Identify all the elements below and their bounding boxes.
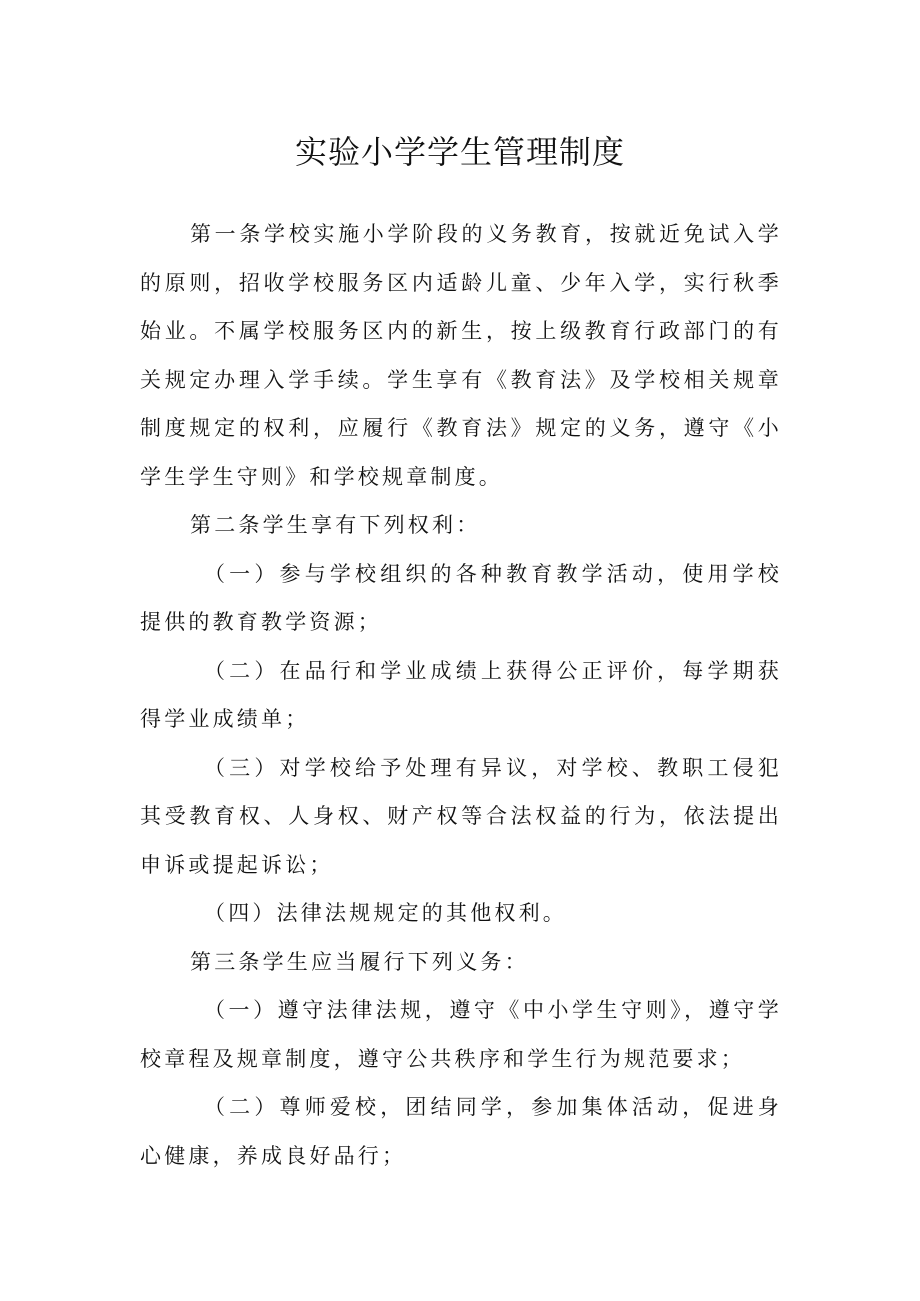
document-title: 实验小学学生管理制度 <box>294 133 625 171</box>
article-3-item-1: （一）遵守法律法规，遵守《中小学生守则》，遵守学校章程及规章制度，遵守公共秩序和学生行为规范要求； <box>140 998 782 1071</box>
article-3-heading: 第三条学生应当履行下列义务： <box>190 949 529 974</box>
article-2-heading: 第二条学生享有下列权利： <box>190 513 481 537</box>
article-2-item-1: （一）参与学校组织的各种教育教学活动，使用学校提供的教育教学资源； <box>140 561 782 634</box>
article-2-item-4: （四）法律法规规定的其他权利。 <box>204 901 567 925</box>
article-3-item-2: （二）尊师爱校，团结同学，参加集体活动，促进身心健康，养成良好品行； <box>140 1095 782 1168</box>
article-2-item-3: （三）对学校给予处理有异议，对学校、教职工侵犯其受教育权、人身权、财产权等合法权益的行为，依法提出申诉或提起诉讼； <box>140 755 782 877</box>
article-2-item-2: （二）在品行和学业成绩上获得公正评价，每学期获得学业成绩单； <box>140 658 782 731</box>
document-body <box>140 210 782 1180</box>
article-1-paragraph: 第一条学校实施小学阶段的义务教育，按就近免试入学的原则，招收学校服务区内适龄儿童、少年入学，实行秋季始业。不属学校服务区内的新生，按上级教育行政部门的有关规定办理入学手续。学生享有《教育法》及学校相关规章制度规定的权利，应履行《教育法》规定的义务，遵守《小学生学生守则》和学校规章制度。 <box>140 222 782 489</box>
